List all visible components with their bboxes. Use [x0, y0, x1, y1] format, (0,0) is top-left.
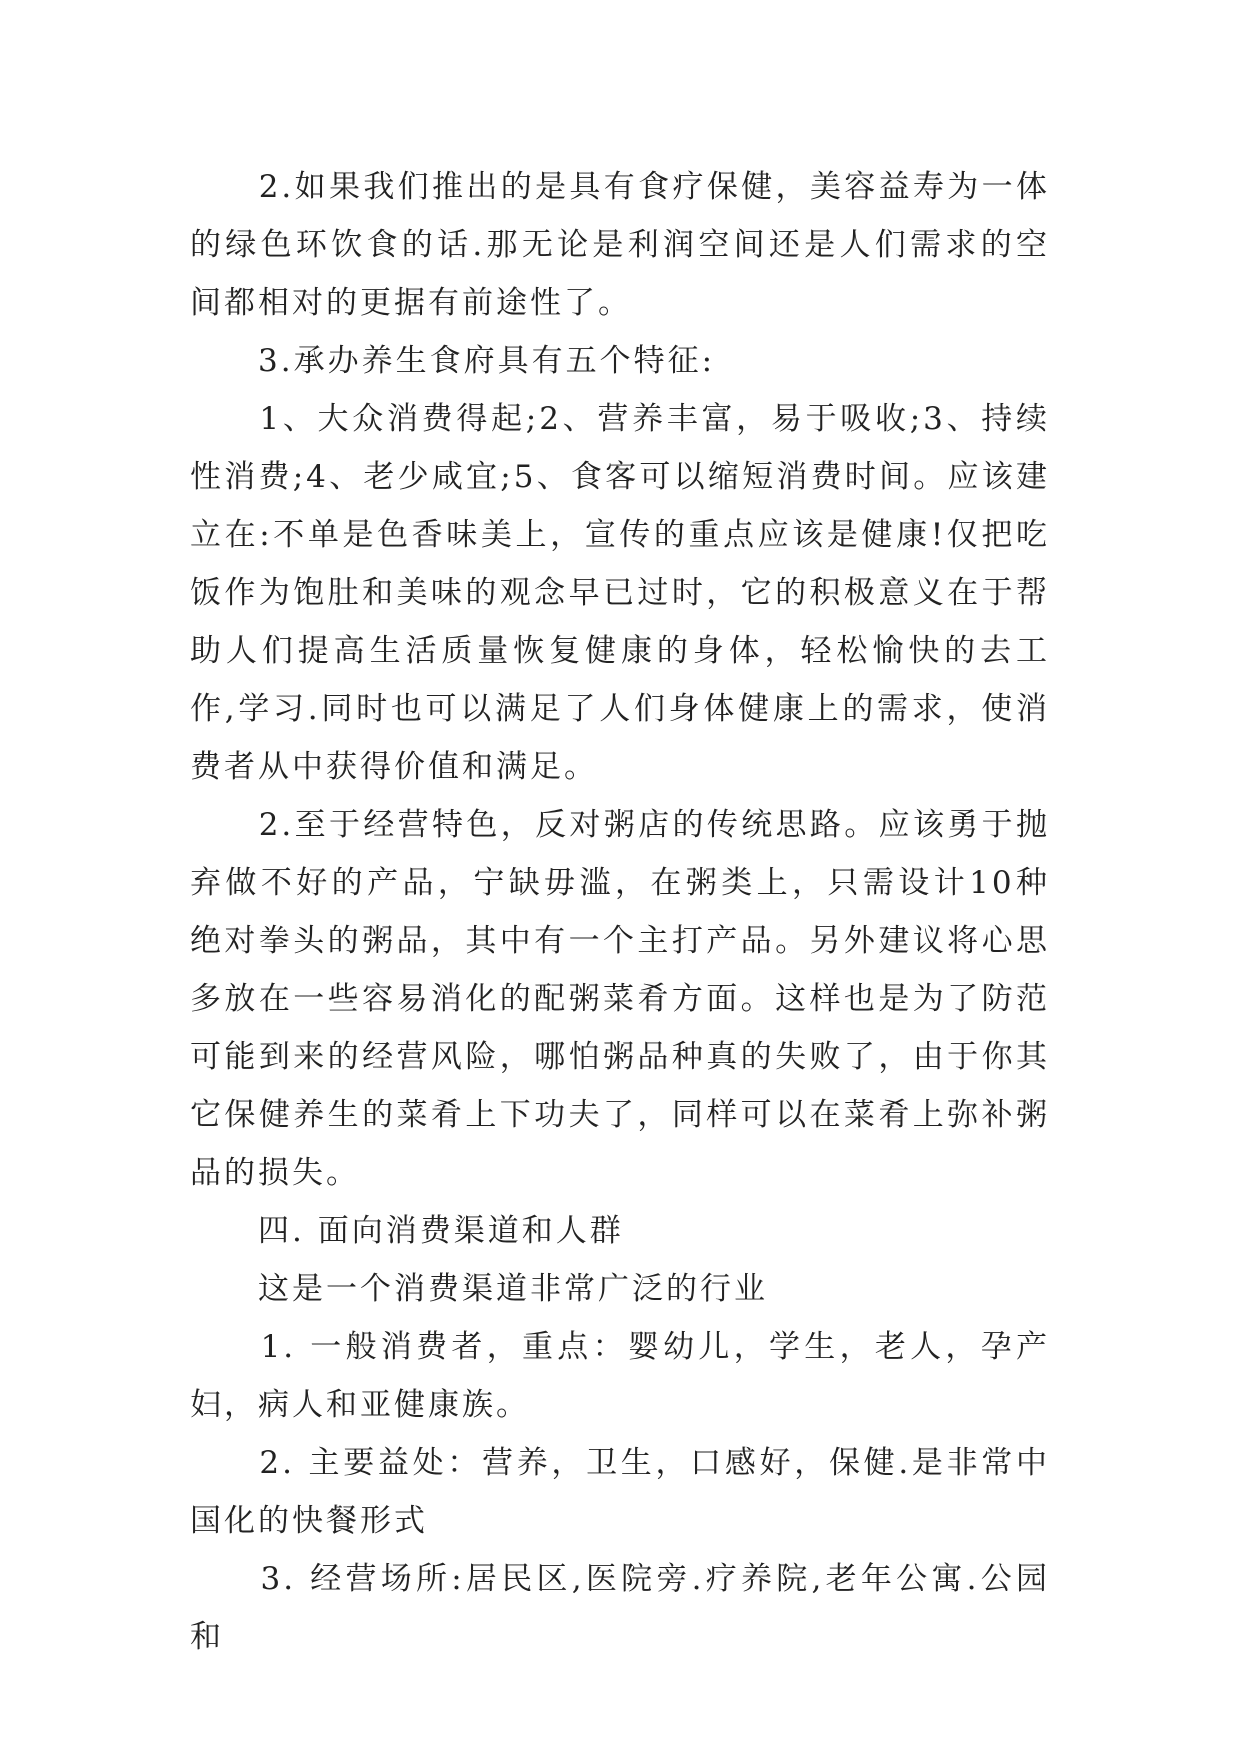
section-heading-consumer-channels: 四. 面向消费渠道和人群 — [190, 1213, 624, 1249]
list-item-venues: 3. 经营场所:居民区,医院旁.疗养院,老年公寓.公园和 — [190, 1561, 1050, 1655]
list-item-benefits: 2. 主要益处：营养，卫生，口感好，保健.是非常中国化的快餐形式 — [190, 1445, 1050, 1539]
paragraph-five-features-heading: 3.承办养生食府具有五个特征: — [190, 343, 716, 379]
list-item-consumers: 1. 一般消费者，重点：婴幼儿，学生，老人，孕产妇，病人和亚健康族。 — [190, 1329, 1050, 1423]
paragraph-channel-intro: 这是一个消费渠道非常广泛的行业 — [190, 1271, 768, 1307]
paragraph-five-features: 1、大众消费得起;2、营养丰富，易于吸收;3、持续性消费;4、老少咸宜;5、食客可以缩短消费时间。应该建立在:不单是色香味美上，宣传的重点应该是健康!仅把吃饭作为饱肚和美味的观念早已过时，它的积极意义在于帮助人们提高生活质量恢复健康的身体，轻松愉快的去工作,学习.同时也可以满足了人们身体健康上的需求，使消费者从中获得价值和满足。 — [190, 401, 1050, 785]
paragraph-business-features: 2.至于经营特色，反对粥店的传统思路。应该勇于抛弃做不好的产品，宁缺毋滥，在粥类上，只需设计10种绝对拳头的粥品，其中有一个主打产品。另外建议将心思多放在一些容易消化的配粥菜肴方面。这样也是为了防范可能到来的经营风险，哪怕粥品种真的失败了，由于你其它保健养生的菜肴上下功夫了，同样可以在菜肴上弥补粥品的损失。 — [190, 807, 1050, 1191]
document-body — [190, 158, 1050, 1666]
paragraph-food-therapy: 2.如果我们推出的是具有食疗保健，美容益寿为一体的绿色环饮食的话.那无论是利润空间还是人们需求的空间都相对的更据有前途性了。 — [190, 169, 1050, 321]
